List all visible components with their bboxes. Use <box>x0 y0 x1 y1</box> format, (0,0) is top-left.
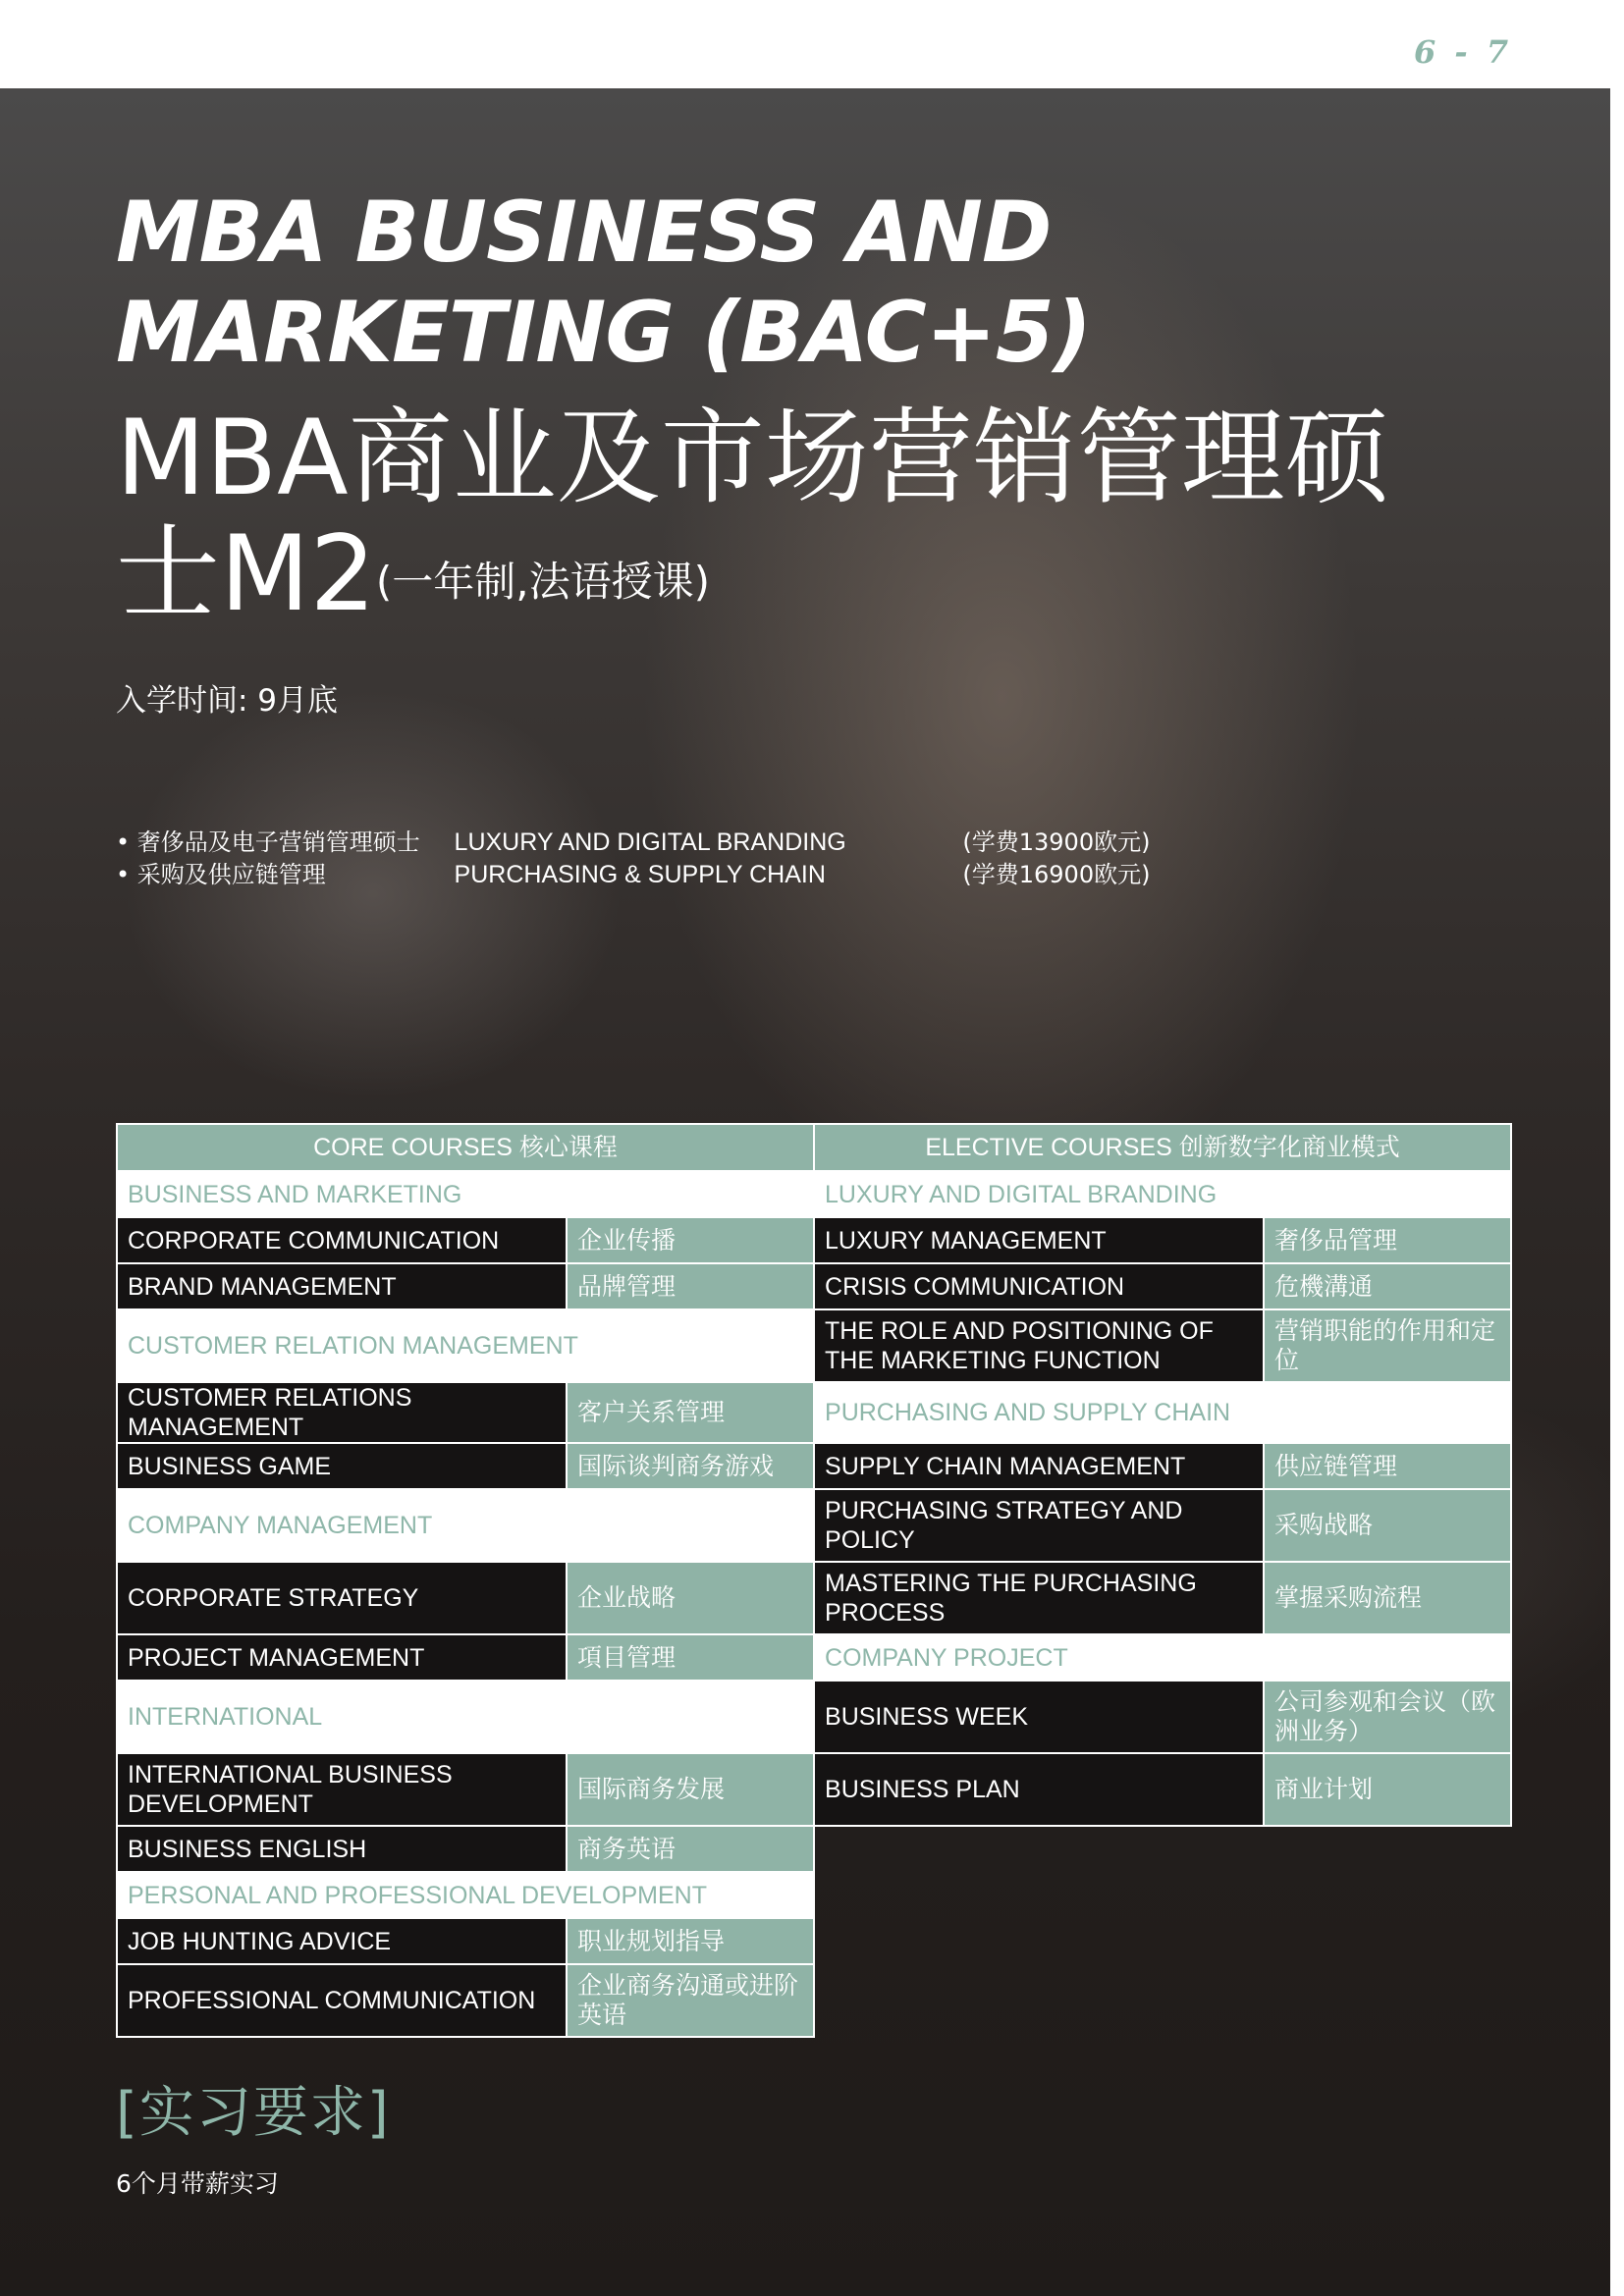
courses-table <box>116 1123 1512 2038</box>
table-row <box>117 1217 1511 1263</box>
table-row <box>117 1826 1511 1872</box>
course-name-en: THE ROLE AND POSITIONING OF THE MARKETING FUNCTION <box>814 1309 1264 1382</box>
program-name-en: PURCHASING & SUPPLY CHAIN <box>454 861 826 888</box>
table-row <box>117 1309 1511 1382</box>
course-name-en: CRISIS COMMUNICATION <box>814 1263 1264 1309</box>
category-cell: LUXURY AND DIGITAL BRANDING <box>814 1171 1511 1217</box>
category-cell: COMPANY PROJECT <box>814 1634 1511 1681</box>
category-cell: PURCHASING AND SUPPLY CHAIN <box>814 1382 1511 1443</box>
table-row <box>117 1489 1511 1562</box>
empty-cell <box>814 1918 1511 1964</box>
course-name-en: PROJECT MANAGEMENT <box>117 1634 567 1681</box>
category-cell: BUSINESS AND MARKETING <box>117 1171 814 1217</box>
course-name-cn: 奢侈品管理 <box>1264 1217 1511 1263</box>
course-name-cn: 客户关系管理 <box>567 1382 814 1443</box>
table-row <box>117 1753 1511 1826</box>
course-name-cn: 掌握采购流程 <box>1264 1562 1511 1634</box>
course-name-en: JOB HUNTING ADVICE <box>117 1918 567 1964</box>
category-cell: COMPANY MANAGEMENT <box>117 1489 814 1562</box>
category-cell: CUSTOMER RELATION MANAGEMENT <box>117 1309 814 1382</box>
table-row <box>117 1634 1511 1681</box>
internship-title: [实习要求] <box>116 2081 391 2145</box>
program-fee: (学费16900欧元) <box>962 861 1151 888</box>
program-item <box>116 859 1196 891</box>
chinese-title-line-2-text: 士M2 <box>116 513 376 634</box>
empty-cell <box>814 1964 1511 2037</box>
empty-cell <box>814 1872 1511 1918</box>
course-name-en: CORPORATE COMMUNICATION <box>117 1217 567 1263</box>
course-name-cn: 品牌管理 <box>567 1263 814 1309</box>
english-title-line-1: MBA BUSINESS AND <box>116 184 1052 282</box>
course-name-en: INTERNATIONAL BUSINESS DEVELOPMENT <box>117 1753 567 1826</box>
course-name-cn: 营销职能的作用和定位 <box>1264 1309 1511 1382</box>
course-name-cn: 企业商务沟通或进阶英语 <box>567 1964 814 2037</box>
course-name-en: CORPORATE STRATEGY <box>117 1562 567 1634</box>
program-item <box>116 827 1196 859</box>
category-cell: PERSONAL AND PROFESSIONAL DEVELOPMENT <box>117 1872 814 1918</box>
course-name-cn: 采购战略 <box>1264 1489 1511 1562</box>
empty-cell <box>814 1826 1511 1872</box>
core-courses-header: CORE COURSES 核心课程 <box>117 1124 814 1171</box>
program-format-note: (一年制,法语授课) <box>375 558 711 606</box>
course-name-cn: 供应链管理 <box>1264 1443 1511 1489</box>
table-row <box>117 1382 1511 1443</box>
table-row <box>117 1681 1511 1753</box>
program-name-en: LUXURY AND DIGITAL BRANDING <box>454 828 846 856</box>
chinese-title <box>116 400 1490 640</box>
table-row <box>117 1964 1511 2037</box>
category-cell: INTERNATIONAL <box>117 1681 814 1753</box>
course-name-en: SUPPLY CHAIN MANAGEMENT <box>814 1443 1264 1489</box>
course-name-cn: 国际谈判商务游戏 <box>567 1443 814 1489</box>
table-row <box>117 1263 1511 1309</box>
course-name-en: PROFESSIONAL COMMUNICATION <box>117 1964 567 2037</box>
english-title-line-2: MARKETING (BAC+5) <box>116 284 1091 382</box>
course-name-cn: 項目管理 <box>567 1634 814 1681</box>
course-name-en: BUSINESS PLAN <box>814 1753 1264 1826</box>
course-name-cn: 公司参观和会议（欧洲业务） <box>1264 1681 1511 1753</box>
intake-date: 入学时间: 9月底 <box>116 683 339 719</box>
course-name-cn: 危機溝通 <box>1264 1263 1511 1309</box>
chinese-title-line-1: MBA商业及市场营销管理硕 <box>116 398 1389 518</box>
table-header-row <box>117 1124 1511 1171</box>
course-name-en: MASTERING THE PURCHASING PROCESS <box>814 1562 1264 1634</box>
course-name-en: LUXURY MANAGEMENT <box>814 1217 1264 1263</box>
elective-courses-header: ELECTIVE COURSES 创新数字化商业模式 <box>814 1124 1511 1171</box>
chinese-title-line-2 <box>116 513 1490 640</box>
program-list <box>116 827 1196 891</box>
course-name-cn: 企业传播 <box>567 1217 814 1263</box>
program-name-cn: • 采购及供应链管理 <box>116 861 326 888</box>
english-title <box>116 183 1098 383</box>
hero-background <box>0 88 1624 2296</box>
course-name-cn: 商务英语 <box>567 1826 814 1872</box>
internship-text: 6个月带薪实习 <box>116 2169 279 2198</box>
program-fee: (学费13900欧元) <box>962 828 1151 856</box>
course-name-cn: 企业战略 <box>567 1562 814 1634</box>
course-name-en: BUSINESS WEEK <box>814 1681 1264 1753</box>
course-name-en: CUSTOMER RELATIONS MANAGEMENT <box>117 1382 567 1443</box>
course-name-en: BRAND MANAGEMENT <box>117 1263 567 1309</box>
table-row <box>117 1918 1511 1964</box>
program-name-cn: • 奢侈品及电子营销管理硕士 <box>116 828 420 856</box>
table-row <box>117 1872 1511 1918</box>
course-name-cn: 职业规划指导 <box>567 1918 814 1964</box>
course-name-en: PURCHASING STRATEGY AND POLICY <box>814 1489 1264 1562</box>
page-number: 6 - 7 <box>1414 33 1513 71</box>
table-row <box>117 1171 1511 1217</box>
course-name-en: BUSINESS ENGLISH <box>117 1826 567 1872</box>
course-name-en: BUSINESS GAME <box>117 1443 567 1489</box>
table-row <box>117 1562 1511 1634</box>
course-name-cn: 国际商务发展 <box>567 1753 814 1826</box>
course-name-cn: 商业计划 <box>1264 1753 1511 1826</box>
table-row <box>117 1443 1511 1489</box>
